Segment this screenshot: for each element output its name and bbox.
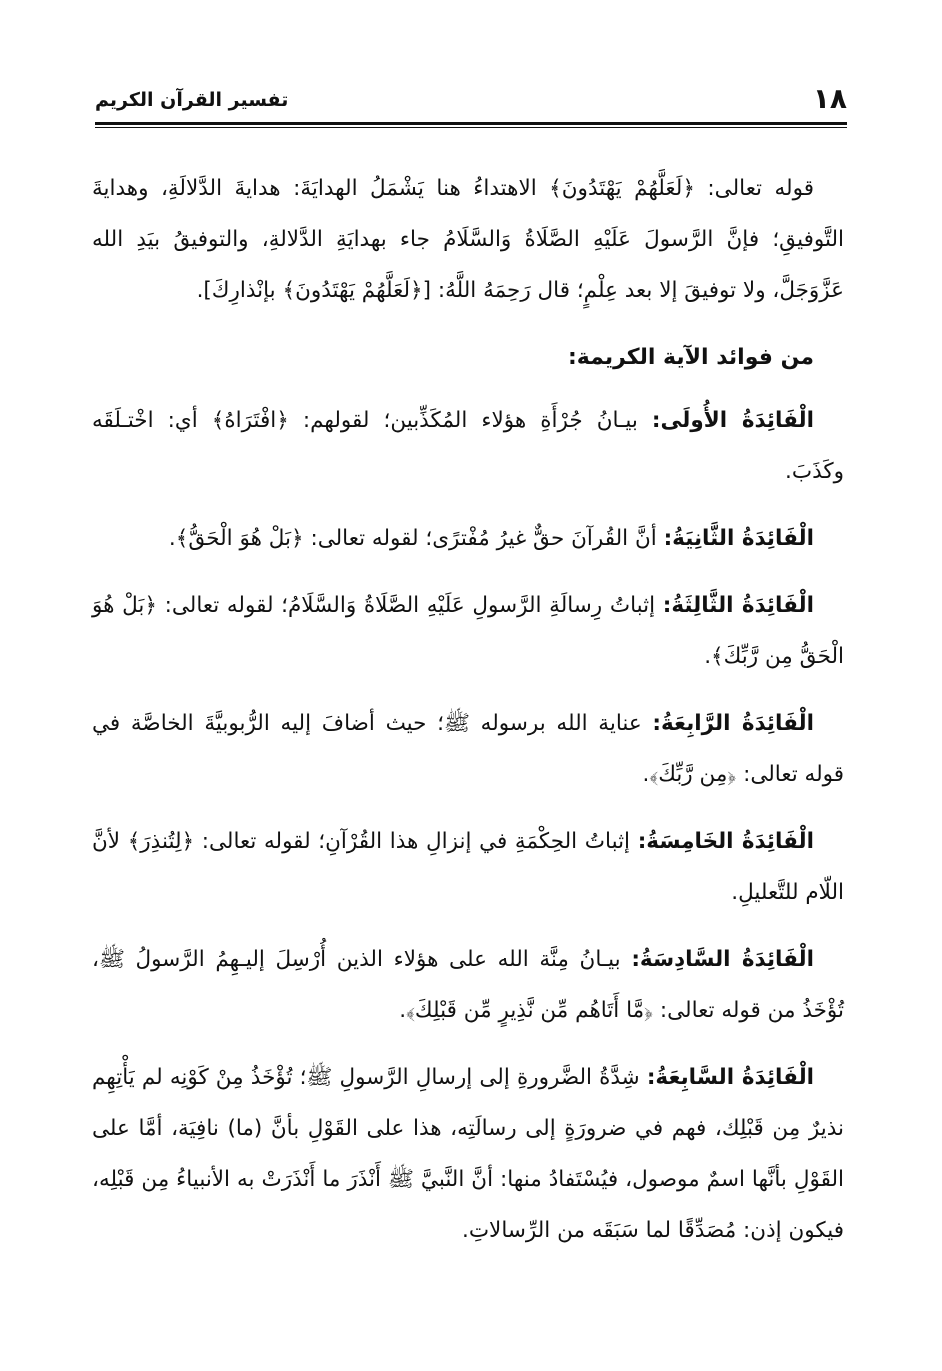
benefit-paragraph-4 <box>92 698 844 800</box>
benefit-paragraph-6 <box>92 934 844 1036</box>
benefit-paragraph-2 <box>92 513 844 564</box>
benefit-label: الْفَائِدَةُ الرَّابِعَةُ: <box>652 711 814 736</box>
running-title: تفسير القرآن الكريم <box>95 89 289 111</box>
benefit-paragraph-5 <box>92 816 844 918</box>
benefit-text: شِدَّةُ الضَّرورةِ إلى إرسالِ الرَّسولِ ﷺ؛ تُؤْخَذُ مِنْ كَوْنِه لم يَأْتِهِم نذيرٌ مِن قَبْلِك، فهم في ضرورَةٍ إلى رسالَتِه، هذا على القَوْلِ بأنَّ (ما) نافِيَة، أمَّا على القَوْلِ بأنَّها اسمٌ موصول، فيُسْتَفادُ منها: أنَّ النَّبيَّ ﷺ أَنْذَرَ ما أَنْذَرَتْ به الأنبياءُ مِن قَبْلِه، فيكون إذن: مُصَدِّقًا لما سَبَقَه من الرِّسالاتِ. <box>92 1065 844 1243</box>
benefit-label: الْفَائِدَةُ الأُولَى: <box>651 408 814 433</box>
intro-paragraph: قوله تعالى: ﴿لَعَلَّهُمْ يَهْتَدُونَ﴾ الاهتداءُ هنا يَشْمَلُ الهدايَةَ: هدايةَ الدَّلالَةِ، وهدايةَ التَّوفيقِ؛ فإنَّ الرَّسولَ عَلَيْهِ الصَّلَاةُ وَالسَّلَامُ جاء بهدايَةِ الدَّلالةِ، والتوفيقُ بيَدِ الله عَزَّوَجَلَّ، ولا توفيقَ إلا بعد عِلْمٍ؛ قال رَحِمَهُ اللَّهُ: [﴿لَعَلَّهُمْ يَهْتَدُونَ﴾ بإنْذارِكَ]. <box>92 176 844 303</box>
benefit-label: الْفَائِدَةُ الخَامِسَةُ: <box>637 829 814 854</box>
benefit-text: عناية الله برسوله ﷺ؛ حيث أضافَ إليه الرُّبوبيَّةَ الخاصَّة في قوله تعالى: ﴿مِن رَّبِّكَ﴾. <box>92 711 844 787</box>
benefit-paragraph-3 <box>92 580 844 682</box>
benefit-text: بيـانُ مِنَّة الله على هؤلاء الذين أُرْسِلَ إليـهِمُ الرَّسولُ ﷺ، تُؤْخَذُ من قوله تعالى: ﴿مَّا أَتَاهُم مِّن نَّذِيرٍ مِّن قَبْلِكَ﴾. <box>92 947 844 1023</box>
benefit-text: إثباتُ الحِكْمَةِ في إنزالِ هذا القُرْآنِ؛ لقوله تعالى: ﴿لِتُنذِرَ﴾ لأنَّ اللّام للتَّعليلِ. <box>92 829 844 905</box>
benefit-label: الْفَائِدَةُ السَّادِسَةُ: <box>631 947 815 972</box>
benefit-paragraph-7 <box>92 1052 844 1256</box>
benefit-label: الْفَائِدَةُ السَّابِعَةُ: <box>646 1065 815 1090</box>
benefit-label: الْفَائِدَةُ الثَّالِثَةُ: <box>662 593 814 618</box>
body-text <box>92 163 844 1272</box>
header-rule <box>95 122 847 128</box>
page-header <box>95 80 847 120</box>
benefit-label: الْفَائِدَةُ الثَّانِيَةُ: <box>663 526 814 551</box>
benefit-text: إثباتُ رِسالَةِ الرَّسولِ عَلَيْهِ الصَّلَاةُ وَالسَّلَامُ؛ لقوله تعالى: ﴿بَلْ هُوَ الْحَقُّ مِن رَّبِّكَ﴾. <box>92 593 844 669</box>
page-number: ١٨ <box>812 82 847 115</box>
benefit-text: بيـانُ جُرْأَةِ هؤلاء المُكَذِّبين؛ لقولهم: ﴿افْتَرَاهُ﴾ أي: اخْتـلَقَه وكَذَبَ. <box>92 408 844 484</box>
benefit-paragraph-1 <box>92 395 844 497</box>
section-heading: من فوائد الآية الكريمة: <box>567 345 814 370</box>
benefit-text: أنَّ القُرآنَ حقٌّ غيرُ مُفْترًى؛ لقوله تعالى: ﴿بَلْ هُوَ الْحَقُّ﴾. <box>168 526 657 551</box>
